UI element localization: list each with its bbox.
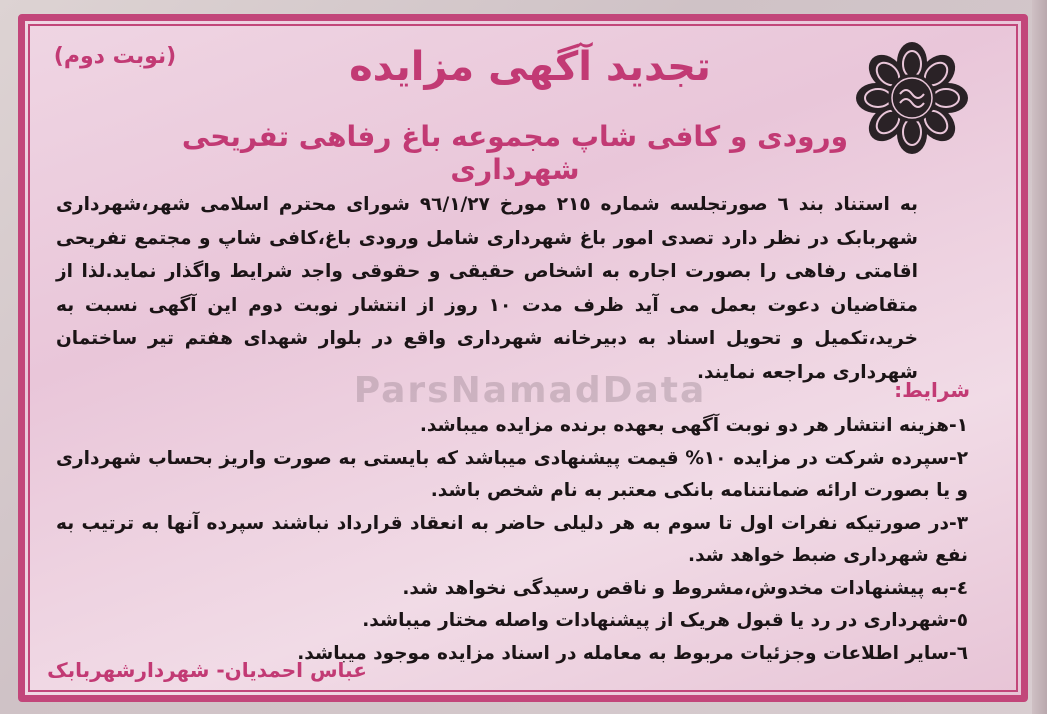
ad-body-paragraph: به استناد بند ٦ صورتجلسه شماره ٢١٥ مورخ ٩٦/١/٢٧ شورای محترم اسلامی شهر،شهرداری شهربابک در نظر دارد تصدی امور باغ شهرداری شامل ورودی باغ،کافی شاپ و مجتمع تفریحی اقامتی رفاهی را بصورت اجاره به اشخاص حقیقی و حقوقی واجد شرایط واگذار نماید.لذا از متقاضیان دعوت بعمل می آید ظرف مدت ١٠ روز از انتشار نوبت دوم این آگهی نسبت به خرید،تکمیل و تحویل اسناد به دبیرخانه شهرداری واقع در بلوار شهدای هفتم تیر ساختمان شهرداری مراجعه نمایند. <box>56 194 918 383</box>
round-label: (نوبت دوم) <box>53 44 177 69</box>
condition-item: ٣-در صورتیکه نفرات اول تا سوم به هر دلیلی حاضر به انعقاد قرارداد نباشند سپرده آنها به ترتیب به نفع شهرداری ضبط خواهد شد. <box>56 512 968 566</box>
municipality-emblem-icon <box>856 42 968 154</box>
ad-subtitle: ورودی و کافی شاپ مجموعه باغ رفاهی تفریحی شهرداری <box>181 120 849 186</box>
ad-title: تجدید آگهی مزایده <box>349 44 711 90</box>
condition-item: ٥-شهرداری در رد یا قبول هریک از پیشنهادات واصله مختار میباشد. <box>362 610 968 631</box>
condition-item: ١-هزینه انتشار هر دو نوبت آگهی بعهده برنده مزایده میباشد. <box>419 415 968 436</box>
signature: عباس احمدیان- شهردارشهربابک <box>47 658 367 682</box>
condition-item: ٦-سایر اطلاعات وجزئیات مربوط به معامله در اسناد مزایده موجود میباشد. <box>297 642 968 664</box>
conditions-list <box>56 410 968 670</box>
condition-item: ٢-سپرده شرکت در مزایده ١٠% قیمت پیشنهادی میباشد که بایستی به صورت واریز بحساب شهرداری و یا بصورت ارائه ضمانتنامه بانکی معتبر به نام شخص باشد. <box>56 447 969 501</box>
watermark-text: ParsNamadData <box>353 370 707 411</box>
condition-item: ٤-به پیشنهادات مخدوش،مشروط و ناقص رسیدگی نخواهد شد. <box>402 577 968 599</box>
page-edge <box>1032 0 1047 714</box>
conditions-heading: شرایط: <box>894 378 970 402</box>
